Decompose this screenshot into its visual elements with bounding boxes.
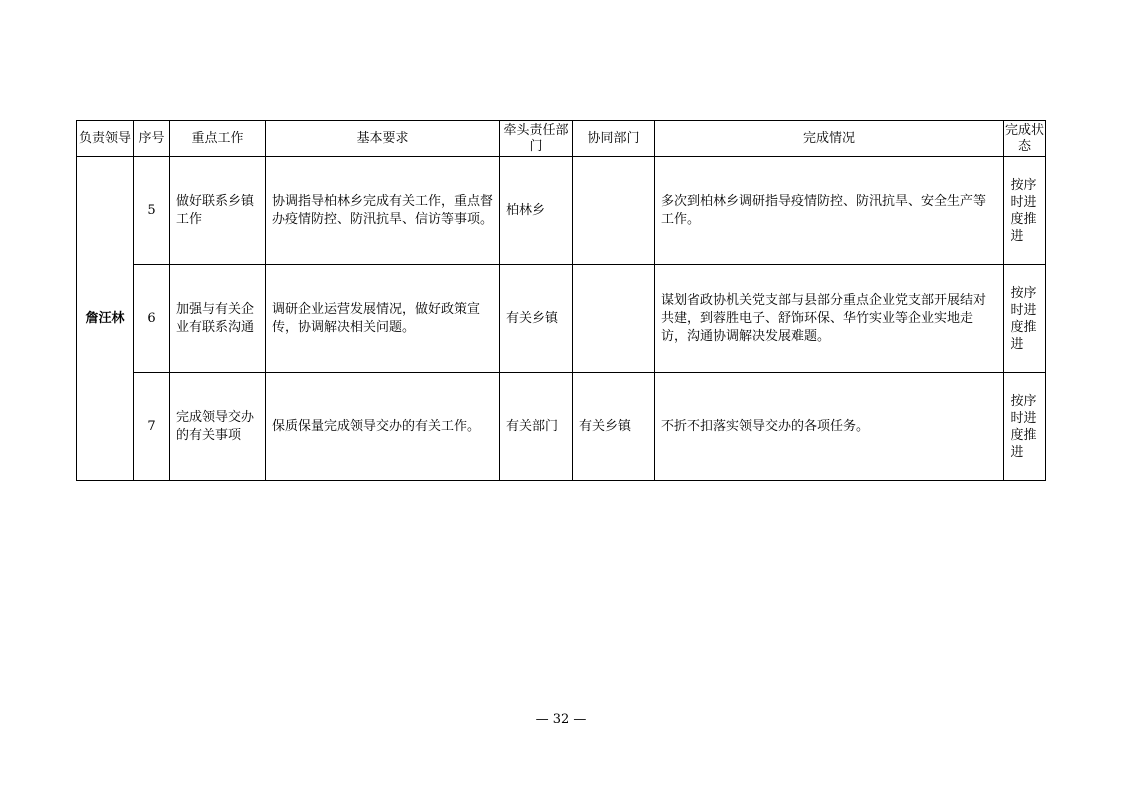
status-text: 按序时进度推进	[1010, 393, 1037, 460]
requirements-cell: 保质保量完成领导交办的有关工作。	[266, 373, 500, 481]
key-work-cell: 完成领导交办的有关事项	[170, 373, 266, 481]
completion-cell: 多次到柏林乡调研指导疫情防控、防汛抗旱、安全生产等工作。	[655, 157, 1004, 265]
assist-unit-cell	[573, 157, 655, 265]
seq-cell: 6	[134, 265, 170, 373]
work-table	[76, 120, 1046, 481]
status-cell	[1004, 157, 1046, 265]
leader-name: 詹汪林	[77, 157, 134, 481]
table-header-row	[77, 121, 1046, 157]
status-text: 按序时进度推进	[1010, 285, 1037, 352]
key-work-cell: 做好联系乡镇工作	[170, 157, 266, 265]
header-lead-unit: 牵头责任部门	[500, 121, 573, 157]
header-status: 完成状态	[1004, 121, 1046, 157]
header-key-work: 重点工作	[170, 121, 266, 157]
requirements-cell: 调研企业运营发展情况，做好政策宣传，协调解决相关问题。	[266, 265, 500, 373]
assist-unit-cell: 有关乡镇	[573, 373, 655, 481]
assist-unit-cell	[573, 265, 655, 373]
status-text: 按序时进度推进	[1010, 177, 1037, 244]
lead-unit-cell: 柏林乡	[500, 157, 573, 265]
header-completion: 完成情况	[655, 121, 1004, 157]
lead-unit-cell: 有关乡镇	[500, 265, 573, 373]
table-row	[77, 373, 1046, 481]
seq-cell: 5	[134, 157, 170, 265]
status-cell	[1004, 265, 1046, 373]
header-requirements: 基本要求	[266, 121, 500, 157]
header-seq: 序号	[134, 121, 170, 157]
key-work-cell: 加强与有关企业有联系沟通	[170, 265, 266, 373]
seq-cell: 7	[134, 373, 170, 481]
status-cell	[1004, 373, 1046, 481]
lead-unit-cell: 有关部门	[500, 373, 573, 481]
completion-cell: 谋划省政协机关党支部与县部分重点企业党支部开展结对共建，到蓉胜电子、舒饰环保、华竹实业等企业实地走访，沟通协调解决发展难题。	[655, 265, 1004, 373]
header-leader: 负责领导	[77, 121, 134, 157]
header-assist-unit: 协同部门	[573, 121, 655, 157]
table-row	[77, 157, 1046, 265]
table-row	[77, 265, 1046, 373]
requirements-cell: 协调指导柏林乡完成有关工作，重点督办疫情防控、防汛抗旱、信访等事项。	[266, 157, 500, 265]
completion-cell: 不折不扣落实领导交办的各项任务。	[655, 373, 1004, 481]
page-number: — 32 —	[535, 712, 587, 727]
